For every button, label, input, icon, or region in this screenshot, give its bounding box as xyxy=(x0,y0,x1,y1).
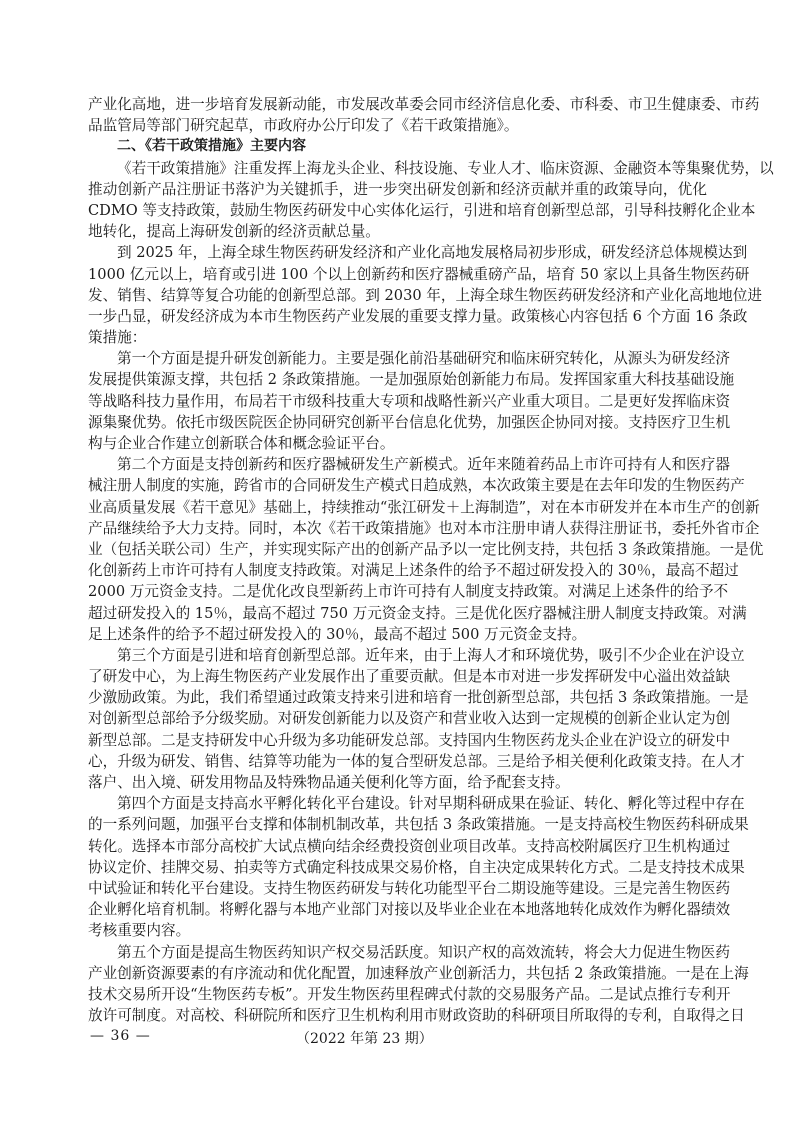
text-line: 第一个方面是提升研发创新能力。主要是强化前沿基础研究和临床研究转化，从源头为研发经济 xyxy=(117,350,730,368)
text-line: 构与企业合作建立创新联合体和概念验证平台。 xyxy=(88,435,395,452)
text-line: 企业孵化培育机制。将孵化器与本地产业部门对接以及毕业企业在本地落地转化成效作为孵化器绩效 xyxy=(88,901,731,919)
text-line: 超过研发投入的 15％，最高不超过 750 万元资金支持。三是优化医疗器械注册人制度支持政策。对满 xyxy=(88,604,747,622)
text-line: 少激励政策。为此，我们希望通过政策支持来引进和培育一批创新型总部，共包括 3 条政策措施。一是 xyxy=(88,689,749,707)
text-line: 等战略科技力量作用，布局若干市级科技重大专项和战略性新兴产业重大项目。二是更好发挥临床资 xyxy=(88,392,731,410)
text-line: 技术交易所开设“生物医药专板”。开发生物医药里程碑式付款的交易服务产品。二是试点推行专利开 xyxy=(88,985,731,1003)
paragraph xyxy=(88,793,749,941)
text-line: 业高质量发展《若干意见》基础上，持续推动“张江研发＋上海制造”，对在本市研发并在本市生产的创新 xyxy=(88,498,760,516)
text-line: 足上述条件的给予不超过研发投入的 30％，最高不超过 500 万元资金支持。 xyxy=(88,625,587,643)
text-line: 第三个方面是引进和培育创新型总部。近年来，由于上海人才和环境优势，吸引不少企业在沪设立 xyxy=(117,646,745,664)
document-body xyxy=(88,94,774,1026)
text-line: 推动创新产品注册证书落沪为关键抓手，进一步突出研发创新和经济贡献并重的政策导向，优化 xyxy=(88,180,707,198)
issue-label: （2022 年第 23 期） xyxy=(296,1031,433,1047)
text-line: 《若干政策措施》注重发挥上海龙头企业、科技设施、专业人才、临床资源、金融资本等集聚优势，以 xyxy=(117,159,774,177)
text-line: 业（包括关联公司）生产，并实现实际产出的创新产品予以一定比例支持，共包括 3 条政策措施。一是优 xyxy=(88,540,764,558)
text-line: 产业创新资源要素的有序流动和优化配置，加速释放产业创新活力，共包括 2 条政策措施。一是在上海 xyxy=(88,964,749,982)
page-number: — 36 — xyxy=(90,1028,151,1044)
text-line: 转化。选择本市部分高校扩大试点横向结余经费投资创业项目改革。支持高校附属医疗卫生机构通过 xyxy=(88,837,731,855)
text-line: 中试验证和转化平台建设。支持生物医药研发与转化功能型平台二期设施等建设。三是完善生物医药 xyxy=(88,879,731,897)
text-line: 到 2025 年，上海全球生物医药研发经济和产业化高地发展格局初步形成，研发经济总体规模达到 xyxy=(117,244,748,262)
paragraph xyxy=(88,242,762,348)
text-line: 产业化高地，进一步培育发展新动能，市发展改革委会同市经济信息化委、市科委、市卫生健康委、市药 xyxy=(88,96,760,113)
text-line: 发、销售、结算等复合功能的创新型总部。到 2030 年，上海全球生物医药研发经济和产业化高地地位进 xyxy=(88,286,762,304)
text-line: 落户、出入境、研发用物品及特殊物品通关便利化等方面，给予配套支持。 xyxy=(88,774,570,791)
text-line: 源集聚优势。依托市级医院医企协同研究创新平台信息化优势，加强医企协同对接。支持医疗卫生机 xyxy=(88,413,731,431)
text-line: 化创新药上市许可持有人制度支持政策。对满足上述条件的给予不超过研发投入的 30％，最高不超过 xyxy=(88,562,739,580)
text-line: 新型总部。二是支持研发中心升级为多功能研发总部。支持国内生物医药龙头企业在沪设立的研发中 xyxy=(88,731,731,749)
text-line: 第五个方面是提高生物医药知识产权交易活跃度。知识产权的高效流转，将会大力促进生物医药 xyxy=(117,943,730,961)
text-line: 发展提供策源支撑，共包括 2 条政策措施。一是加强原始创新能力布局。发挥国家重大科技基础设施 xyxy=(88,371,735,389)
text-line: CDMO 等支持政策，鼓励生物医药研发中心实体化运行，引进和培育创新型总部，引导科技孵化企业本 xyxy=(88,201,756,219)
text-line: 心，升级为研发、销售、结算等功能为一体的复合型研发总部。三是给予相关便利化政策支持。在人才 xyxy=(88,752,745,770)
paragraph xyxy=(88,348,735,454)
text-line: 产品继续给予大力支持。同时，本次《若干政策措施》也对本市注册申请人获得注册证书，委托外省市企 xyxy=(88,519,760,537)
text-line: 的一系列问题，加强平台支撑和体制机制改革，共包括 3 条政策措施。一是支持高校生物医药科研成果 xyxy=(88,816,749,834)
text-line: 策措施： xyxy=(88,329,147,347)
text-line: 品监管局等部门研究起草，市政府办公厅印发了《若干政策措施》。 xyxy=(88,117,519,135)
text-line: 2000 万元资金支持。二是优化改良型新药上市许可持有人制度支持政策。对满足上述条件的给予不 xyxy=(88,583,729,601)
text-line: 地转化，提高上海研发创新的经济贡献总量。 xyxy=(88,223,380,241)
text-line: 一步凸显，研发经济成为本市生物医药产业发展的重要支撑力量。政策核心内容包括 6 个方面 16 条政 xyxy=(88,307,748,325)
text-line: 第四个方面是支持高水平孵化转化平台建设。针对早期科研成果在验证、转化、孵化等过程中存在 xyxy=(117,795,745,813)
text-line: 协议定价、挂牌交易、拍卖等方式确定科技成果交易价格，自主决定成果转化方式。二是支持技术成果 xyxy=(88,858,745,876)
paragraph xyxy=(88,454,764,645)
paragraph xyxy=(88,158,774,243)
paragraph xyxy=(88,942,749,1027)
paragraph xyxy=(88,645,749,793)
text-line: 械注册人制度的实施，跨省市的合同研发生产模式日趋成熟，本次政策主要是在去年印发的生物医药产 xyxy=(88,477,745,495)
section-heading xyxy=(88,136,707,157)
paragraph xyxy=(88,94,760,136)
text-line: 二、《若干政策措施》主要内容 xyxy=(117,138,306,155)
text-line: 了研发中心，为上海生物医药产业发展作出了重要贡献。但是本市对进一步发挥研发中心溢出效益缺 xyxy=(88,668,731,686)
text-line: 考核重要内容。 xyxy=(88,922,191,940)
text-line: 第二个方面是支持创新药和医疗器械研发生产新模式。近年来随着药品上市许可持有人和医疗器 xyxy=(117,456,730,474)
text-line: 放许可制度。对高校、科研院所和医疗卫生机构利用市财政资助的科研项目所取得的专利，自取得之日 xyxy=(88,1007,745,1025)
text-line: 对创新型总部给予分级奖励。对研发创新能力以及资产和营业收入达到一定规模的创新企业认定为创 xyxy=(88,710,731,728)
text-line: 1000 亿元以上，培育或引进 100 个以上创新药和医疗器械重磅产品，培育 50 家以上具备生物医药研 xyxy=(88,265,750,283)
